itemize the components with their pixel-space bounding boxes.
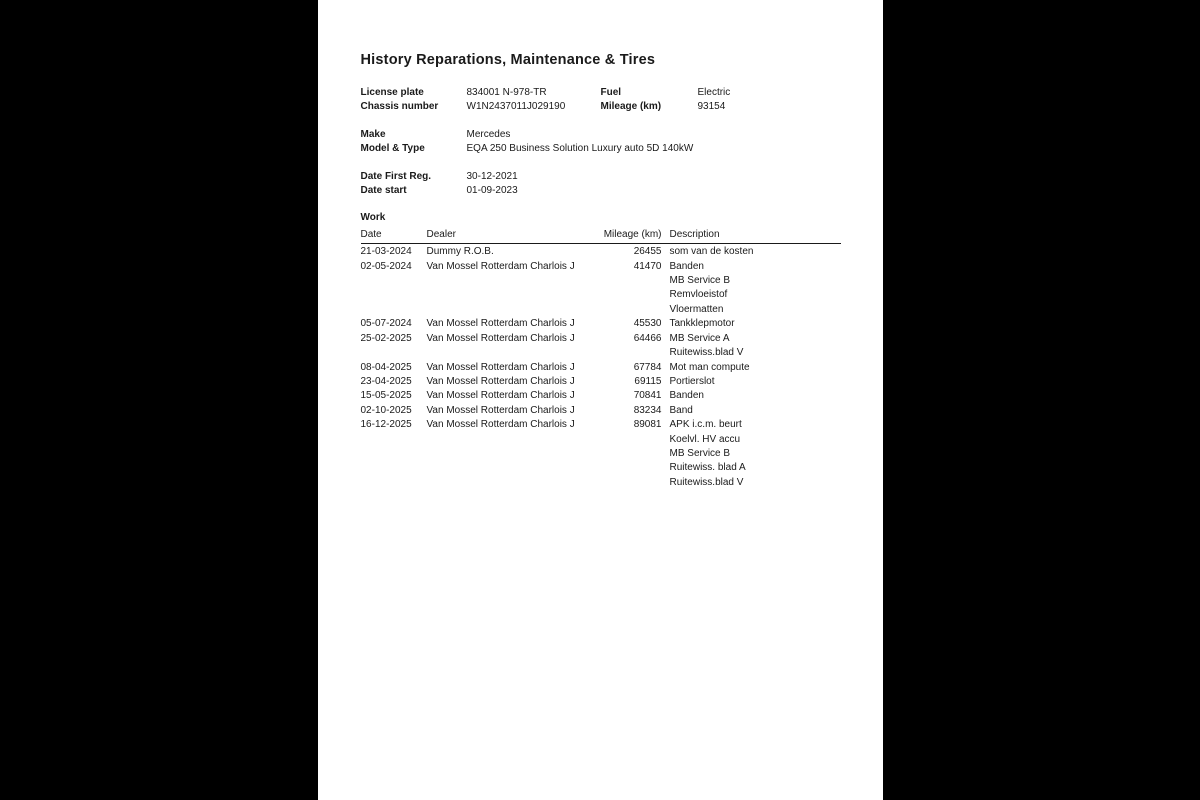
work-mileage: 89081 (633, 419, 662, 431)
work-date: 02-05-2024 (360, 260, 412, 272)
work-mileage (597, 433, 662, 447)
work-row (361, 245, 841, 259)
work-date (361, 346, 427, 360)
info-label: License plate (360, 87, 424, 98)
work-description: Ruitewiss. blad A (669, 462, 746, 474)
work-dealer: Dummy R.O.B. (426, 246, 494, 258)
info-value: Electric (697, 87, 731, 98)
work-dealer: Van Mossel Rotterdam Charlois J (426, 404, 575, 416)
info-value: W1N2437011J029190 (466, 101, 566, 113)
info-group (361, 128, 843, 157)
work-description: Remvloeistof (669, 289, 728, 301)
info-label: Make (360, 128, 386, 140)
column-header-dealer: Dealer (426, 228, 456, 240)
work-mileage: 67784 (633, 361, 662, 373)
work-row (361, 375, 841, 389)
work-dealer (427, 274, 597, 288)
work-row-continuation (361, 346, 841, 360)
work-date: 16-12-2025 (360, 419, 412, 431)
info-label: Date First Reg. (360, 170, 432, 182)
column-header-mileage: Mileage (km) (603, 228, 662, 240)
work-date: 23-04-2025 (360, 375, 412, 387)
info-group (361, 170, 843, 199)
work-dealer: Van Mossel Rotterdam Charlois J (426, 318, 575, 330)
work-date: 08-04-2025 (360, 361, 412, 373)
work-description: MB Service B (669, 275, 731, 287)
work-row (361, 317, 841, 331)
work-description: Ruitewiss.blad V (669, 347, 744, 359)
info-group (361, 86, 843, 115)
work-date (361, 288, 427, 302)
work-mileage (597, 346, 662, 360)
work-description: Koelvl. HV accu (669, 433, 741, 445)
work-description: Banden (669, 260, 704, 272)
work-row-continuation (361, 461, 841, 475)
work-dealer (427, 346, 597, 360)
work-row-continuation (361, 433, 841, 447)
page-title: History Reparations, Maintenance & Tires (360, 52, 656, 68)
info-label: Chassis number (360, 101, 439, 113)
work-date (361, 461, 427, 475)
work-date: 21-03-2024 (360, 246, 412, 258)
work-row (361, 260, 841, 274)
work-mileage (597, 476, 662, 490)
work-description: APK i.c.m. beurt (669, 419, 742, 431)
info-value: 01-09-2023 (466, 185, 518, 197)
work-date: 15-05-2025 (360, 390, 412, 402)
work-description: Tankklepmotor (669, 318, 735, 330)
document-page (318, 0, 883, 800)
work-mileage (597, 461, 662, 475)
info-row (361, 128, 843, 142)
work-mileage: 45530 (633, 318, 662, 330)
work-date (361, 476, 427, 490)
work-mileage: 69115 (634, 375, 662, 387)
work-dealer: Van Mossel Rotterdam Charlois J (426, 361, 575, 373)
work-description: Band (669, 404, 693, 416)
vehicle-info (361, 86, 843, 198)
work-mileage: 83234 (633, 404, 662, 416)
work-row-continuation (361, 288, 841, 302)
work-table-body (361, 245, 841, 490)
work-row (361, 418, 841, 432)
work-dealer: Van Mossel Rotterdam Charlois J (426, 332, 575, 344)
work-dealer (427, 433, 597, 447)
info-value: EQA 250 Business Solution Luxury auto 5D 140kW (466, 143, 694, 155)
document-content (318, 0, 883, 490)
info-label: Fuel (600, 87, 622, 98)
info-value: 834001 N-978-TR (466, 87, 547, 98)
column-header-date: Date (360, 228, 382, 240)
work-date: 25-02-2025 (360, 332, 412, 344)
info-value: 30-12-2021 (466, 170, 518, 182)
work-description: MB Service A (669, 332, 730, 344)
work-mileage (597, 447, 662, 461)
work-dealer (427, 303, 597, 317)
work-date (361, 274, 427, 288)
work-description: som van de kosten (669, 246, 754, 258)
work-mileage (597, 303, 662, 317)
work-date (361, 433, 427, 447)
work-section-title: Work (360, 212, 386, 224)
work-dealer: Van Mossel Rotterdam Charlois J (426, 260, 575, 272)
work-row-continuation (361, 303, 841, 317)
work-mileage (597, 274, 662, 288)
work-row (361, 404, 841, 418)
info-row (361, 170, 843, 184)
work-description: Mot man compute (669, 361, 750, 373)
info-row (361, 142, 843, 156)
work-mileage (597, 288, 662, 302)
work-date (361, 447, 427, 461)
work-mileage: 41470 (633, 260, 662, 272)
work-row-continuation (361, 447, 841, 461)
work-row (361, 332, 841, 346)
work-date (361, 303, 427, 317)
work-description: Ruitewiss.blad V (669, 476, 744, 488)
info-label: Model & Type (360, 143, 425, 155)
work-table-header (361, 228, 841, 244)
work-description: Vloermatten (669, 303, 724, 315)
work-dealer (427, 461, 597, 475)
info-value: 93154 (697, 101, 726, 113)
info-row (361, 100, 843, 114)
info-row (361, 86, 843, 100)
work-dealer: Van Mossel Rotterdam Charlois J (426, 390, 575, 402)
work-row-continuation (361, 476, 841, 490)
work-row (361, 361, 841, 375)
info-label: Mileage (km) (600, 101, 662, 113)
work-dealer: Van Mossel Rotterdam Charlois J (426, 419, 575, 431)
info-value: Mercedes (466, 128, 511, 140)
work-mileage: 64466 (633, 332, 662, 344)
info-label: Date start (360, 185, 407, 197)
column-header-description: Description (669, 228, 720, 240)
work-row (361, 389, 841, 403)
work-table (361, 228, 841, 490)
work-dealer (427, 288, 597, 302)
work-mileage: 70841 (633, 390, 662, 402)
work-description: Banden (669, 390, 704, 402)
info-row (361, 184, 843, 198)
work-dealer (427, 476, 597, 490)
work-description: Portierslot (669, 375, 715, 387)
work-dealer (427, 447, 597, 461)
work-description: MB Service B (669, 447, 731, 459)
work-date: 02-10-2025 (360, 404, 412, 416)
work-mileage: 26455 (633, 246, 662, 258)
work-date: 05-07-2024 (360, 318, 412, 330)
work-dealer: Van Mossel Rotterdam Charlois J (426, 375, 575, 387)
work-row-continuation (361, 274, 841, 288)
